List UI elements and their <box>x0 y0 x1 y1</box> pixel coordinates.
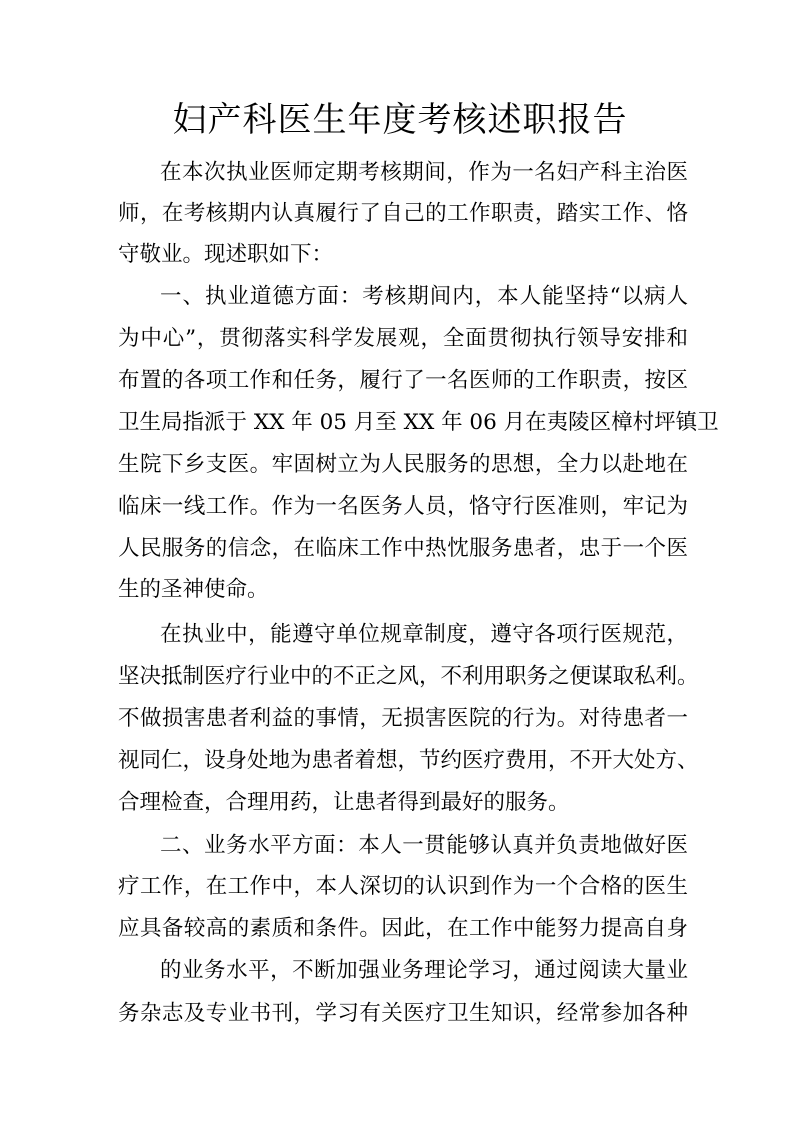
paragraph-line: 在本次执业医师定期考核期间，作为一名妇产科主治医 <box>160 160 688 185</box>
paragraph-line: 不做损害患者利益的事情，无损害医院的行为。对待患者一 <box>118 706 688 731</box>
paragraph-line: 应具备较高的素质和条件。因此，在工作中能努力提高自身 <box>118 916 688 941</box>
paragraph-line: 临床一线工作。作为一名医务人员，恪守行医准则，牢记为 <box>118 494 688 519</box>
paragraph-line: 布置的各项工作和任务，履行了一名医师的工作职责，按区 <box>118 368 688 393</box>
document-title: 妇产科医生年度考核述职报告 <box>172 100 628 140</box>
paragraph-line: 守敬业。现述职如下： <box>118 242 334 267</box>
paragraph-line: 务杂志及专业书刊，学习有关医疗卫生知识，经常参加各种 <box>118 1001 688 1026</box>
paragraph-line: 为中心”，贯彻落实科学发展观，全面贯彻执行领导安排和 <box>118 326 688 351</box>
paragraph-line: 视同仁，设身处地为患者着想，节约医疗费用，不开大处方、 <box>118 748 699 773</box>
paragraph-line: 在执业中，能遵守单位规章制度，遵守各项行医规范， <box>160 622 688 647</box>
paragraph-line: 合理检查，合理用药，让患者得到最好的服务。 <box>118 790 570 815</box>
paragraph-line: 生院下乡支医。牢固树立为人民服务的思想，全力以赴地在 <box>118 452 688 477</box>
paragraph-line: 二、业务水平方面：本人一贯能够认真并负责地做好医 <box>160 833 688 858</box>
paragraph-line: 坚决抵制医疗行业中的不正之风，不利用职务之便谋取私利。 <box>118 664 699 689</box>
paragraph-line: 卫生局指派于 XX 年 05 月至 XX 年 06 月在夷陵区樟村坪镇卫 <box>118 410 719 435</box>
paragraph-line: 一、执业道德方面：考核期间内，本人能坚持“以病人 <box>160 284 688 309</box>
paragraph-line: 人民服务的信念，在临床工作中热忱服务患者，忠于一个医 <box>118 536 688 561</box>
paragraph-line: 的业务水平，不断加强业务理论学习，通过阅读大量业 <box>160 958 688 983</box>
paragraph-line: 师，在考核期内认真履行了自己的工作职责，踏实工作、恪 <box>118 201 688 226</box>
paragraph-line: 疗工作，在工作中，本人深切的认识到作为一个合格的医生 <box>118 874 688 899</box>
paragraph-line: 生的圣神使命。 <box>118 577 269 602</box>
